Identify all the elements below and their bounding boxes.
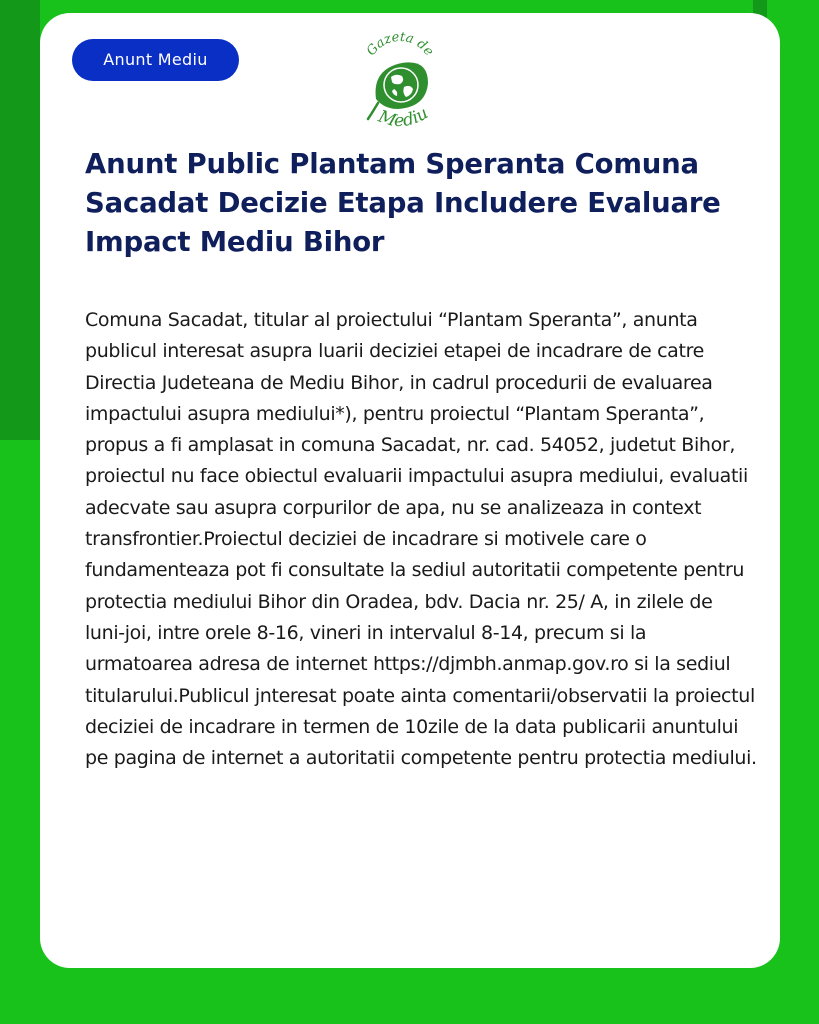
gazeta-de-mediu-logo[interactable] — [358, 29, 442, 133]
logo-top-text: Gazeta de — [363, 29, 437, 59]
logo-bottom-text: Mediu — [375, 103, 432, 132]
category-badge[interactable]: Anunt Mediu — [72, 39, 239, 81]
background-accent-left — [0, 0, 40, 440]
article-title: Anunt Public Plantam Speranta Comuna Sacadat Decizie Etapa Includere Evaluare Impact Mediu Bihor — [85, 148, 721, 258]
announcement-card — [40, 13, 780, 968]
globe-leaf-icon — [358, 29, 442, 133]
article-body: Comuna Sacadat, titular al proiectului “Plantam Speranta”, anunta publicul interesat asupra luarii deciziei etapei de incadrare de catre Directia Judeteana de Mediu Bihor, in cadrul procedurii de evaluarea impactului asupra mediului*), pentru proiectul “Plantam Speranta”, propus a fi amplasat in comuna Sacadat, nr. cad. 54052, judetut Bihor, proiectul nu face obiectul evaluarii impactului asupra mediului, evaluatii adecvate sau asupra corpurilor de apa, nu se analizeaza in context transfrontier.Proiectul deciziei de incadrare si motivele care o fundamenteaza pot fi consultate la sediul autoritatii competente pentru protectia mediului Bihor din Oradea, bdv. Dacia nr. 25/ A, in zilele de luni-joi, intre orele 8-16, vineri in intervalul 8-14, precum si la urmatoarea adresa de internet https://djmbh.anmap.gov.ro si la sediul titularului.Publicul jnteresat poate ainta comentarii/observatii la proiectul deciziei de incadrare in termen de 10zile de la data publicarii anuntului pe pagina de internet a autoritatii competente pentru protectia mediului. — [85, 309, 757, 770]
svg-text:Gazeta de — [364, 30, 437, 59]
